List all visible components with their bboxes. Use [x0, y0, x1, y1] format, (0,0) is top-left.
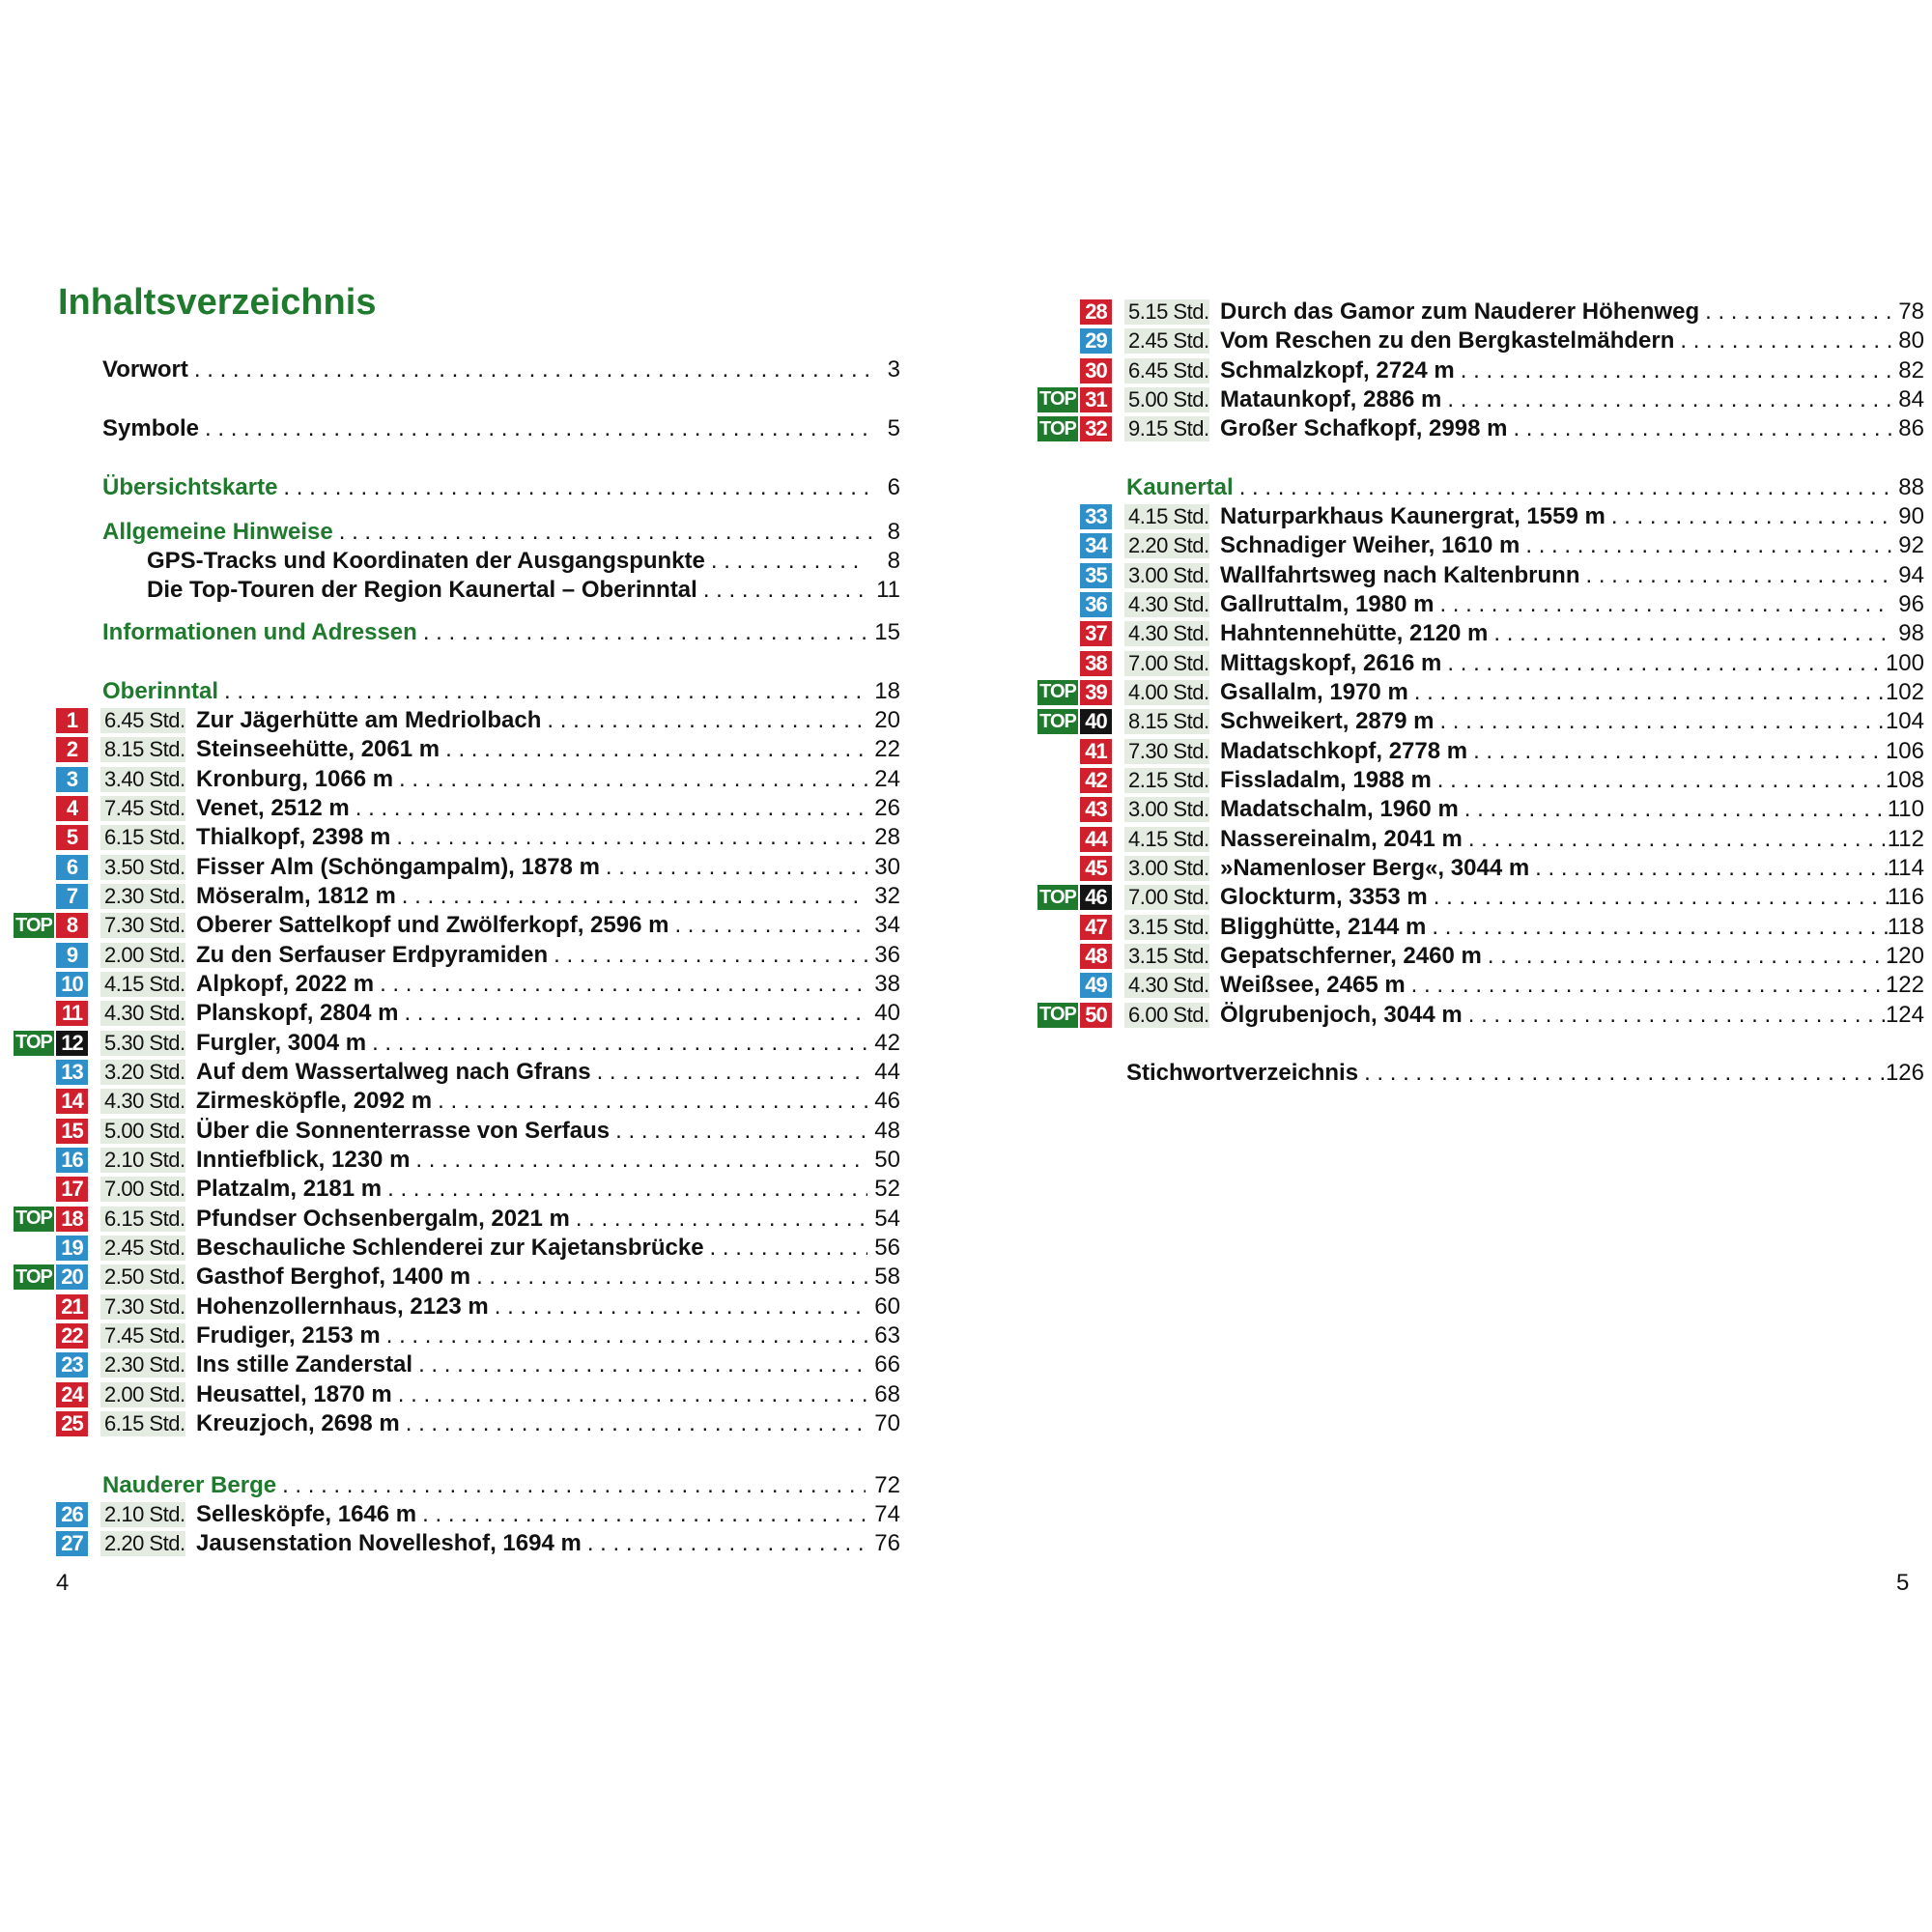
- tour-page-number: 68: [874, 1380, 900, 1407]
- tour-row[interactable]: [0, 911, 908, 940]
- tour-row[interactable]: [1024, 942, 1932, 971]
- tour-page-number: 40: [874, 1000, 900, 1027]
- tour-row[interactable]: [0, 1321, 908, 1350]
- top-badge: TOP: [14, 1264, 54, 1290]
- tour-duration: 4.30 Std.: [1124, 973, 1209, 998]
- tour-duration: 8.15 Std.: [1124, 709, 1209, 734]
- tour-row[interactable]: [0, 1205, 908, 1234]
- tour-number-badge: 2: [56, 737, 88, 762]
- tour-row[interactable]: [0, 735, 908, 764]
- tour-page-number: 46: [874, 1088, 900, 1115]
- tour-number-badge: 44: [1080, 827, 1112, 852]
- tour-duration: 4.15 Std.: [1124, 504, 1209, 529]
- toc-section-vorwort[interactable]: [0, 355, 908, 384]
- tour-duration: 6.00 Std.: [1124, 1003, 1209, 1028]
- tour-title: Schmalzkopf, 2724 m: [1220, 356, 1455, 384]
- toc-section-kaunertal[interactable]: [1024, 473, 1932, 502]
- tour-title: Venet, 2512 m: [196, 794, 350, 821]
- tour-duration: 6.15 Std.: [100, 1207, 185, 1232]
- tour-title: Auf dem Wassertalweg nach Gfrans: [196, 1058, 591, 1085]
- tour-page-number: 116: [1887, 884, 1924, 911]
- tour-duration: 5.15 Std.: [1124, 299, 1209, 325]
- tour-row[interactable]: [1024, 707, 1932, 736]
- tour-page-number: 114: [1887, 854, 1924, 881]
- tour-page-number: 122: [1885, 972, 1924, 999]
- tour-duration: 3.15 Std.: [1124, 915, 1209, 940]
- toc-section-label: Allgemeine Hinweise: [102, 519, 333, 545]
- toc-section-informationen[interactable]: [0, 618, 908, 647]
- tour-duration: 7.45 Std.: [100, 796, 185, 821]
- tour-duration: 7.30 Std.: [100, 913, 185, 938]
- tour-row[interactable]: [0, 765, 908, 794]
- tour-duration: 3.00 Std.: [1124, 563, 1209, 588]
- tour-title: Oberer Sattelkopf und Zwölferkopf, 2596 m: [196, 912, 669, 939]
- toc-section-label: Symbole: [102, 415, 200, 441]
- tour-page-number: 98: [1898, 620, 1924, 647]
- tour-title: Hohenzollernhaus, 2123 m: [196, 1293, 489, 1320]
- top-badge: TOP: [1037, 680, 1078, 705]
- tour-title: Gepatschferner, 2460 m: [1220, 942, 1482, 969]
- tour-duration: 7.45 Std.: [100, 1323, 185, 1349]
- tour-page-number: 48: [874, 1117, 900, 1144]
- tour-title: Fisser Alm (Schöngampalm), 1878 m: [196, 853, 600, 880]
- tour-duration: 7.30 Std.: [100, 1294, 185, 1320]
- tour-page-number: 94: [1898, 561, 1924, 588]
- tour-title: Gsallalm, 1970 m: [1220, 678, 1408, 705]
- toc-subsection-top-touren[interactable]: [0, 576, 908, 605]
- tour-number-badge: 5: [56, 825, 88, 850]
- tour-number-badge: 48: [1080, 944, 1112, 969]
- tour-duration: 2.45 Std.: [1124, 328, 1209, 354]
- tour-number-badge: 16: [56, 1148, 88, 1173]
- tour-row[interactable]: [0, 882, 908, 911]
- tour-title: Furgler, 3004 m: [196, 1029, 367, 1056]
- tour-duration: 6.15 Std.: [100, 825, 185, 850]
- tour-page-number: 108: [1885, 766, 1924, 793]
- toc-section-oberinntal[interactable]: [0, 677, 908, 706]
- tour-number-badge: 35: [1080, 563, 1112, 588]
- tour-number-badge: 30: [1080, 358, 1112, 384]
- tour-number-badge: 13: [56, 1060, 88, 1085]
- tour-duration: 6.45 Std.: [1124, 358, 1209, 384]
- toc-page-number: 8: [887, 548, 900, 574]
- tour-page-number: 104: [1885, 708, 1924, 735]
- tour-duration: 3.00 Std.: [1124, 797, 1209, 822]
- tour-duration: 2.15 Std.: [1124, 768, 1209, 793]
- tour-row[interactable]: [1024, 649, 1932, 678]
- tour-title: Madatschkopf, 2778 m: [1220, 737, 1468, 764]
- tour-number-badge: 19: [56, 1236, 88, 1261]
- tour-page-number: 63: [874, 1321, 900, 1349]
- tour-duration: 4.30 Std.: [1124, 592, 1209, 617]
- tour-number-badge: 23: [56, 1352, 88, 1378]
- tour-number-badge: 50: [1080, 1003, 1112, 1028]
- toc-section-stichwortverzeichnis[interactable]: [1024, 1059, 1932, 1088]
- tour-duration: 5.00 Std.: [100, 1119, 185, 1144]
- tour-row[interactable]: [0, 1234, 908, 1263]
- tour-duration: 9.15 Std.: [1124, 416, 1209, 441]
- tour-number-badge: 40: [1080, 709, 1112, 734]
- tour-title: Frudiger, 2153 m: [196, 1321, 381, 1349]
- toc-section-label: Nauderer Berge: [102, 1472, 277, 1498]
- tour-row[interactable]: [0, 794, 908, 823]
- tour-title: Schnadiger Weiher, 1610 m: [1220, 532, 1520, 559]
- tour-page-number: 70: [874, 1409, 900, 1436]
- tour-number-badge: 22: [56, 1323, 88, 1349]
- tour-duration: 5.30 Std.: [100, 1031, 185, 1056]
- tour-duration: 6.45 Std.: [100, 708, 185, 733]
- tour-row[interactable]: [1024, 385, 1932, 414]
- tour-duration: 7.00 Std.: [1124, 885, 1209, 910]
- tour-row[interactable]: [1024, 356, 1932, 385]
- tour-duration: 2.10 Std.: [100, 1502, 185, 1527]
- tour-title: Ölgrubenjoch, 3044 m: [1220, 1001, 1463, 1028]
- toc-page-number: 8: [887, 519, 900, 545]
- tour-duration: 2.30 Std.: [100, 1352, 185, 1378]
- tour-row[interactable]: [1024, 883, 1932, 912]
- tour-duration: 2.20 Std.: [1124, 533, 1209, 558]
- tour-duration: 7.30 Std.: [1124, 739, 1209, 764]
- tour-title: Fissladalm, 1988 m: [1220, 766, 1432, 793]
- tour-page-number: 100: [1885, 649, 1924, 676]
- tour-title: Zu den Serfauser Erdpyramiden: [196, 941, 549, 968]
- tour-title: Über die Sonnenterrasse von Serfaus: [196, 1117, 611, 1144]
- tour-title: Kreuzjoch, 2698 m: [196, 1409, 400, 1436]
- tour-title: Thialkopf, 2398 m: [196, 824, 391, 851]
- tour-duration: 4.15 Std.: [1124, 827, 1209, 852]
- toc-section-label: Informationen und Adressen: [102, 619, 417, 645]
- tour-title: Weißsee, 2465 m: [1220, 972, 1406, 999]
- tour-page-number: 66: [874, 1351, 900, 1378]
- tour-number-badge: 12: [56, 1031, 88, 1056]
- tour-number-badge: 4: [56, 796, 88, 821]
- tour-row[interactable]: [1024, 913, 1932, 942]
- tour-page-number: 50: [874, 1146, 900, 1173]
- tour-number-badge: 6: [56, 855, 88, 880]
- tour-title: Steinseehütte, 2061 m: [196, 736, 440, 763]
- tour-title: Bligghütte, 2144 m: [1220, 913, 1427, 940]
- tour-number-badge: 18: [56, 1207, 88, 1232]
- tour-row[interactable]: [1024, 766, 1932, 795]
- tour-duration: 3.00 Std.: [1124, 856, 1209, 881]
- toc-section-label: GPS-Tracks und Koordinaten der Ausgangspunkte: [147, 548, 705, 574]
- tour-page-number: 106: [1885, 737, 1924, 764]
- toc-page-number: 126: [1885, 1060, 1924, 1086]
- tour-duration: 3.20 Std.: [100, 1060, 185, 1085]
- tour-duration: 4.30 Std.: [100, 1001, 185, 1026]
- tour-page-number: 60: [874, 1293, 900, 1320]
- tour-row[interactable]: [1024, 590, 1932, 619]
- tour-number-badge: 17: [56, 1177, 88, 1202]
- tour-duration: 2.00 Std.: [100, 1382, 185, 1407]
- tour-page-number: 84: [1898, 385, 1924, 412]
- tour-row[interactable]: [1024, 678, 1932, 707]
- tour-row[interactable]: [0, 970, 908, 999]
- tour-row[interactable]: [1024, 795, 1932, 824]
- tour-title: Madatschalm, 1960 m: [1220, 796, 1459, 823]
- tour-page-number: 86: [1898, 415, 1924, 442]
- tour-number-badge: 38: [1080, 651, 1112, 676]
- tour-title: Großer Schafkopf, 2998 m: [1220, 415, 1508, 442]
- page-number-left: 4: [56, 1570, 70, 1596]
- tour-row[interactable]: [0, 1146, 908, 1175]
- tour-row[interactable]: [0, 1058, 908, 1087]
- tour-title: Vom Reschen zu den Bergkastelmähdern: [1220, 327, 1675, 355]
- tour-duration: 6.15 Std.: [100, 1411, 185, 1436]
- tour-number-badge: 3: [56, 767, 88, 792]
- tour-page-number: 80: [1898, 327, 1924, 355]
- tour-number-badge: 29: [1080, 328, 1112, 354]
- tour-title: Durch das Gamor zum Nauderer Höhenweg: [1220, 298, 1700, 325]
- tour-title: Wallfahrtsweg nach Kaltenbrunn: [1220, 561, 1580, 588]
- tour-duration: 8.15 Std.: [100, 737, 185, 762]
- tour-title: Mataunkopf, 2886 m: [1220, 385, 1442, 412]
- toc-page-number: 11: [876, 577, 900, 603]
- tour-number-badge: 42: [1080, 768, 1112, 793]
- tour-title: Glockturm, 3353 m: [1220, 884, 1428, 911]
- tour-title: Pfundser Ochsenbergalm, 2021 m: [196, 1205, 570, 1232]
- tour-number-badge: 37: [1080, 621, 1112, 646]
- tour-duration: 7.00 Std.: [100, 1177, 185, 1202]
- tour-number-badge: 33: [1080, 504, 1112, 529]
- tour-number-badge: 24: [56, 1382, 88, 1407]
- tour-page-number: 32: [874, 882, 900, 909]
- page-number-right: 5: [1896, 1570, 1910, 1596]
- tour-number-badge: 39: [1080, 680, 1112, 705]
- tour-duration: 2.20 Std.: [100, 1531, 185, 1556]
- tour-duration: 2.30 Std.: [100, 884, 185, 909]
- tour-row[interactable]: [0, 853, 908, 882]
- tour-page-number: 36: [874, 941, 900, 968]
- top-badge: TOP: [1037, 416, 1078, 441]
- tour-row[interactable]: [0, 1087, 908, 1116]
- tour-page-number: 76: [874, 1530, 900, 1557]
- tour-number-badge: 46: [1080, 885, 1112, 910]
- toc-subsection-gps[interactable]: [0, 547, 908, 576]
- tour-number-badge: 8: [56, 913, 88, 938]
- page-title: Inhaltsverzeichnis: [58, 282, 377, 323]
- tour-row[interactable]: [0, 1500, 908, 1529]
- top-badge: TOP: [1037, 387, 1078, 412]
- tour-page-number: 124: [1885, 1001, 1924, 1028]
- top-badge: TOP: [14, 1207, 54, 1232]
- tour-number-badge: 41: [1080, 739, 1112, 764]
- tour-number-badge: 20: [56, 1264, 88, 1290]
- toc-page-number: 3: [887, 356, 900, 383]
- toc-section-label: Vorwort: [102, 356, 188, 383]
- tour-title: Jausenstation Novelleshof, 1694 m: [196, 1530, 582, 1557]
- tour-number-badge: 32: [1080, 416, 1112, 441]
- tour-number-badge: 28: [1080, 299, 1112, 325]
- tour-page-number: 96: [1898, 590, 1924, 617]
- tour-page-number: 44: [874, 1058, 900, 1085]
- tour-row[interactable]: [1024, 502, 1932, 531]
- tour-title: Mittagskopf, 2616 m: [1220, 649, 1442, 676]
- tour-number-badge: 49: [1080, 973, 1112, 998]
- tour-page-number: 58: [874, 1264, 900, 1291]
- toc-section-hinweise[interactable]: [0, 518, 908, 547]
- tour-title: Heusattel, 1870 m: [196, 1380, 392, 1407]
- tour-row[interactable]: [0, 823, 908, 852]
- tour-row[interactable]: [0, 1350, 908, 1379]
- tour-page-number: 34: [874, 912, 900, 939]
- tour-page-number: 82: [1898, 356, 1924, 384]
- tour-duration: 7.00 Std.: [1124, 651, 1209, 676]
- tour-title: Inntiefblick, 1230 m: [196, 1146, 411, 1173]
- tour-page-number: 52: [874, 1176, 900, 1203]
- tour-number-badge: 47: [1080, 915, 1112, 940]
- tour-row[interactable]: [0, 1293, 908, 1321]
- tour-duration: 4.30 Std.: [100, 1089, 185, 1114]
- tour-page-number: 102: [1885, 678, 1924, 705]
- tour-duration: 2.10 Std.: [100, 1148, 185, 1173]
- tour-page-number: 92: [1898, 532, 1924, 559]
- tour-page-number: 120: [1885, 942, 1924, 969]
- tour-duration: 2.50 Std.: [100, 1264, 185, 1290]
- toc-section-uebersichtskarte[interactable]: [0, 473, 908, 502]
- tour-row[interactable]: [0, 1263, 908, 1292]
- top-badge: TOP: [14, 1031, 54, 1056]
- tour-title: Platzalm, 2181 m: [196, 1176, 383, 1203]
- tour-page-number: 38: [874, 970, 900, 997]
- tour-title: Ins stille Zanderstal: [196, 1351, 413, 1378]
- tour-page-number: 78: [1898, 298, 1924, 325]
- tour-title: Kronburg, 1066 m: [196, 765, 394, 792]
- tour-duration: 3.50 Std.: [100, 855, 185, 880]
- tour-duration: 5.00 Std.: [1124, 387, 1209, 412]
- tour-row[interactable]: [1024, 561, 1932, 590]
- tour-number-badge: 26: [56, 1502, 88, 1527]
- toc-section-label: Oberinntal: [102, 678, 219, 704]
- tour-number-badge: 9: [56, 943, 88, 968]
- tour-row[interactable]: [0, 941, 908, 970]
- toc-page-number: 88: [1898, 474, 1924, 500]
- tour-row[interactable]: [0, 999, 908, 1028]
- toc-page-number: 18: [874, 678, 900, 704]
- tour-row[interactable]: [0, 1409, 908, 1438]
- toc-page-number: 15: [874, 619, 900, 645]
- tour-row[interactable]: [1024, 1001, 1932, 1030]
- tour-number-badge: 14: [56, 1089, 88, 1114]
- tour-row[interactable]: [0, 1529, 908, 1558]
- tour-page-number: 118: [1887, 913, 1924, 940]
- tour-page-number: 42: [874, 1029, 900, 1056]
- tour-page-number: 74: [874, 1501, 900, 1527]
- top-badge: TOP: [1037, 709, 1078, 734]
- tour-row[interactable]: [0, 1029, 908, 1058]
- tour-page-number: 20: [874, 707, 900, 733]
- toc-section-label: Übersichtskarte: [102, 474, 278, 500]
- toc-page-number: 72: [874, 1472, 900, 1498]
- tour-row[interactable]: [1024, 619, 1932, 648]
- tour-title: Planskopf, 2804 m: [196, 1000, 399, 1027]
- tour-number-badge: 10: [56, 972, 88, 997]
- tour-duration: 4.00 Std.: [1124, 680, 1209, 705]
- tour-row[interactable]: [1024, 737, 1932, 766]
- tour-page-number: 54: [874, 1205, 900, 1232]
- tour-duration: 3.40 Std.: [100, 767, 185, 792]
- tour-page-number: 26: [874, 794, 900, 821]
- toc-section-label: Stichwortverzeichnis: [1126, 1060, 1359, 1086]
- toc-page-number: 5: [887, 415, 900, 441]
- top-badge: TOP: [14, 913, 54, 938]
- tour-title: »Namenloser Berg«, 3044 m: [1220, 854, 1530, 881]
- toc-section-nauderer-berge[interactable]: [0, 1471, 908, 1500]
- toc-section-label: Kaunertal: [1126, 474, 1234, 500]
- tour-title: Beschauliche Schlenderei zur Kajetansbrücke: [196, 1234, 704, 1261]
- tour-title: Zur Jägerhütte am Medriolbach: [196, 707, 542, 733]
- tour-number-badge: 15: [56, 1119, 88, 1144]
- tour-number-badge: 1: [56, 708, 88, 733]
- tour-title: Alpkopf, 2022 m: [196, 970, 375, 997]
- tour-title: Naturparkhaus Kaunergrat, 1559 m: [1220, 503, 1605, 529]
- tour-number-badge: 31: [1080, 387, 1112, 412]
- tour-number-badge: 7: [56, 884, 88, 909]
- tour-duration: 2.00 Std.: [100, 943, 185, 968]
- tour-row[interactable]: [0, 1380, 908, 1409]
- tour-page-number: 24: [874, 765, 900, 792]
- tour-number-badge: 11: [56, 1001, 88, 1026]
- tour-number-badge: 25: [56, 1411, 88, 1436]
- tour-page-number: 30: [874, 853, 900, 880]
- tour-row[interactable]: [0, 706, 908, 735]
- tour-row[interactable]: [1024, 825, 1932, 854]
- tour-duration: 4.30 Std.: [1124, 621, 1209, 646]
- tour-duration: 3.15 Std.: [1124, 944, 1209, 969]
- tour-title: Gasthof Berghof, 1400 m: [196, 1264, 471, 1291]
- tour-title: Nassereinalm, 2041 m: [1220, 825, 1463, 852]
- tour-row[interactable]: [1024, 327, 1932, 355]
- tour-number-badge: 36: [1080, 592, 1112, 617]
- tour-number-badge: 45: [1080, 856, 1112, 881]
- top-badge: TOP: [1037, 885, 1078, 910]
- tour-row[interactable]: [1024, 531, 1932, 560]
- toc-section-label: Die Top-Touren der Region Kaunertal – Oberinntal: [147, 577, 697, 603]
- top-badge: TOP: [1037, 1003, 1078, 1028]
- tour-title: Hahntennehütte, 2120 m: [1220, 620, 1489, 647]
- toc-page-number: 6: [887, 474, 900, 500]
- tour-number-badge: 34: [1080, 533, 1112, 558]
- tour-row[interactable]: [1024, 298, 1932, 327]
- toc-section-symbole[interactable]: [0, 414, 908, 443]
- tour-row[interactable]: [0, 1175, 908, 1204]
- tour-page-number: 112: [1887, 825, 1924, 852]
- tour-number-badge: 21: [56, 1294, 88, 1320]
- tour-page-number: 28: [874, 824, 900, 851]
- tour-number-badge: 43: [1080, 797, 1112, 822]
- tour-title: Gallruttalm, 1980 m: [1220, 590, 1435, 617]
- tour-number-badge: 27: [56, 1531, 88, 1556]
- tour-title: Zirmesköpfle, 2092 m: [196, 1088, 433, 1115]
- tour-row[interactable]: [0, 1117, 908, 1146]
- tour-row[interactable]: [1024, 414, 1932, 443]
- tour-page-number: 110: [1887, 796, 1924, 823]
- tour-row[interactable]: [1024, 971, 1932, 1000]
- tour-duration: 2.45 Std.: [100, 1236, 185, 1261]
- tour-page-number: 90: [1898, 503, 1924, 529]
- tour-duration: 4.15 Std.: [100, 972, 185, 997]
- tour-title: Schweikert, 2879 m: [1220, 708, 1435, 735]
- tour-title: Möseralm, 1812 m: [196, 882, 396, 909]
- tour-page-number: 56: [874, 1234, 900, 1261]
- tour-row[interactable]: [1024, 854, 1932, 883]
- tour-title: Selleskӧpfe, 1646 m: [196, 1501, 417, 1527]
- tour-page-number: 22: [874, 736, 900, 763]
